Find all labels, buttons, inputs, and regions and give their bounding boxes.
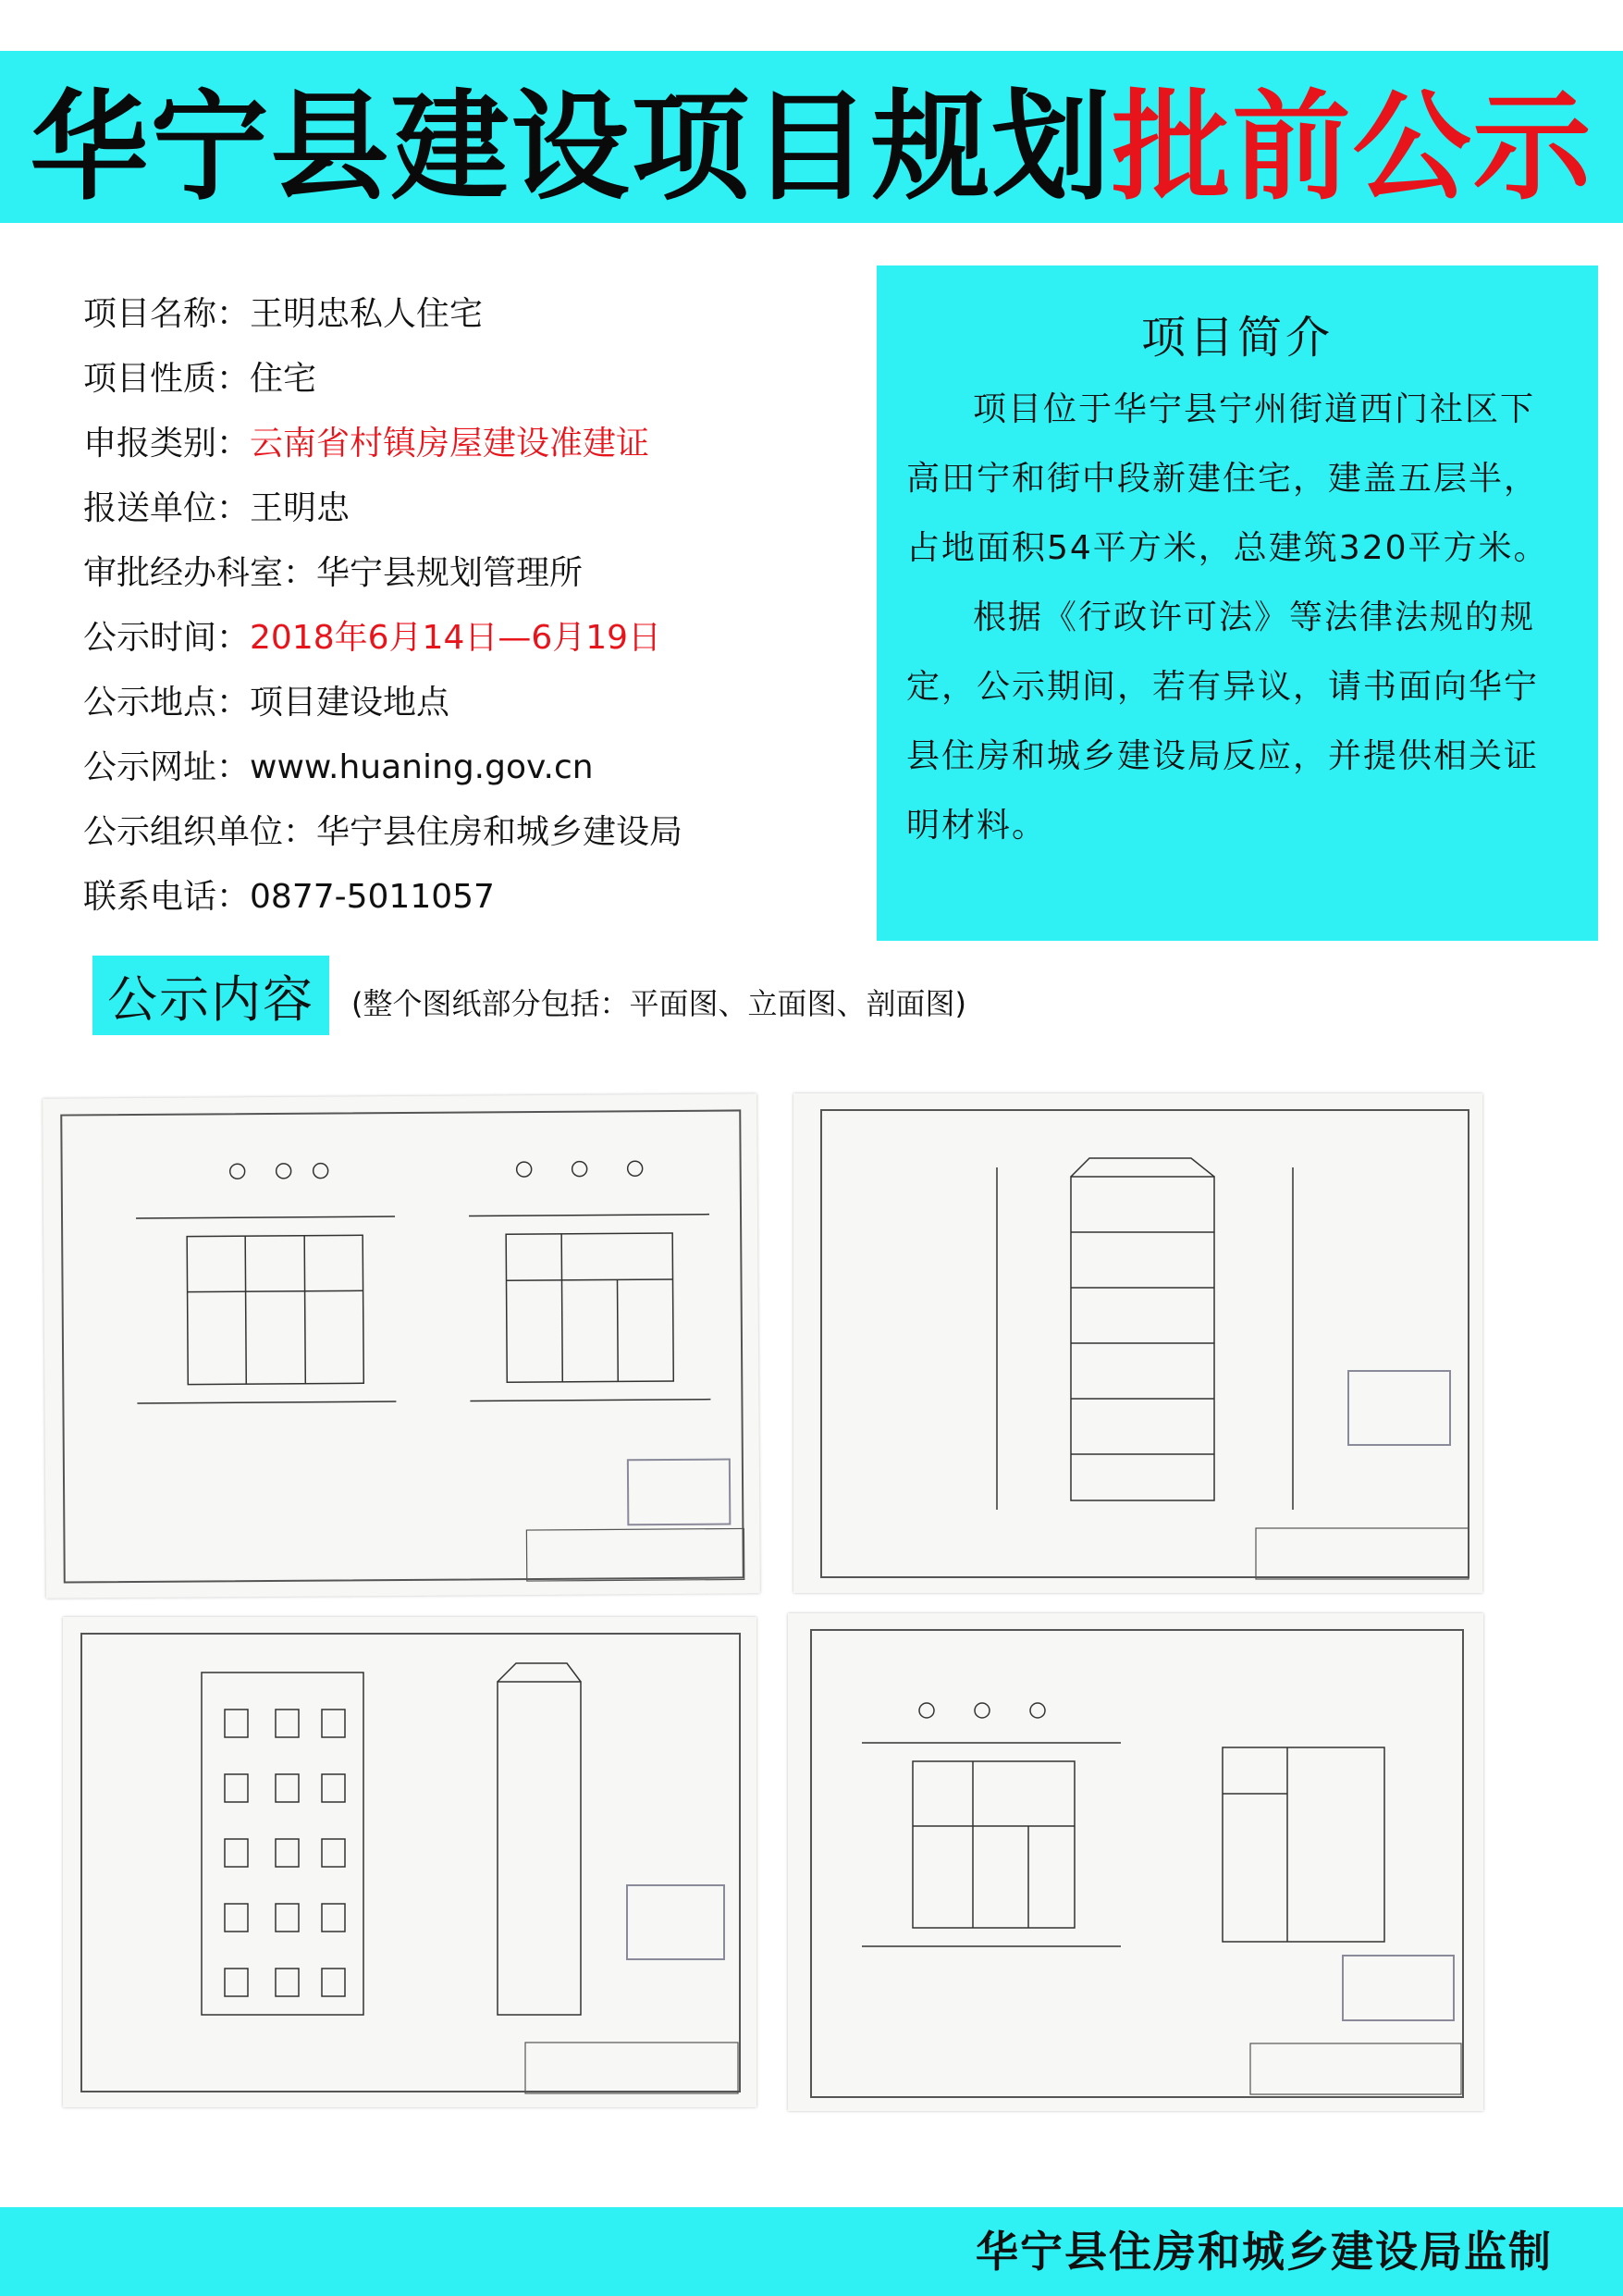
info-label: 公示网址： xyxy=(83,748,251,786)
info-row-notice-location xyxy=(83,671,860,735)
section-drawing xyxy=(793,1093,1482,1593)
footer-text: 华宁县住房和城乡建设局监制 xyxy=(976,2227,1553,2277)
info-row-phone xyxy=(83,865,860,930)
info-value: www.huaning.gov.cn xyxy=(250,748,594,786)
info-value: 王明忠私人住宅 xyxy=(250,295,484,333)
info-value: 华宁县规划管理所 xyxy=(316,554,584,592)
info-label: 项目名称： xyxy=(83,295,251,333)
info-label: 申报类别： xyxy=(83,425,251,463)
info-row-application-type xyxy=(83,412,860,476)
intro-paragraph-2: 根据《行政许可法》等法律法规的规定，公示期间，若有异议，请书面向华宁县住房和城乡建设局反应，并提供相关证明材料。 xyxy=(906,599,1540,845)
info-label: 报送单位： xyxy=(83,489,251,527)
info-label: 项目性质： xyxy=(83,360,251,398)
info-value: 王明忠 xyxy=(250,489,350,527)
drawing-sheet-elevations xyxy=(63,1617,756,2107)
info-value: 云南省村镇房屋建设准建证 xyxy=(250,425,650,463)
intro-paragraph-1: 项目位于华宁县宁州街道西门社区下高田宁和街中段新建住宅，建盖五层半，占地面积54平方米，总建筑320平方米。 xyxy=(906,390,1549,567)
intro-title: 项目简介 xyxy=(1140,312,1334,364)
info-row-notice-period xyxy=(83,606,860,671)
floor-plan-drawing xyxy=(43,1093,760,1598)
upper-plan-drawing xyxy=(788,1613,1483,2111)
info-value: 2018年6月14日—6月19日 xyxy=(250,619,662,657)
page-title xyxy=(0,51,1623,223)
info-row-submitter xyxy=(83,476,860,541)
project-info-list xyxy=(83,282,860,930)
drawing-sheet-floor-plans xyxy=(43,1093,760,1598)
info-row-organizer xyxy=(83,800,860,865)
info-label: 公示组织单位： xyxy=(83,813,317,851)
info-label: 联系电话： xyxy=(83,878,251,916)
elevation-drawing xyxy=(63,1617,756,2107)
info-row-project-name xyxy=(83,282,860,347)
info-row-project-nature xyxy=(83,347,860,412)
info-value: 住宅 xyxy=(250,360,317,398)
info-value: 华宁县住房和城乡建设局 xyxy=(316,813,683,851)
content-note: (整个图纸部分包括：平面图、立面图、剖面图) xyxy=(351,986,966,1021)
info-label: 审批经办科室： xyxy=(83,554,317,592)
info-label: 公示时间： xyxy=(83,619,251,657)
info-value: 项目建设地点 xyxy=(250,684,450,722)
info-label: 公示地点： xyxy=(83,684,251,722)
drawing-sheet-upper-plans xyxy=(788,1613,1483,2111)
info-row-office xyxy=(83,541,860,606)
project-intro-box xyxy=(877,265,1598,941)
drawing-sheet-section xyxy=(793,1093,1482,1593)
title-black-part: 华宁县建设项目规划 xyxy=(30,78,1113,216)
content-label: 公示内容 xyxy=(92,956,329,1035)
info-row-website xyxy=(83,735,860,800)
info-value: 0877-5011057 xyxy=(250,878,495,916)
title-red-part: 批前公示 xyxy=(1112,78,1593,216)
